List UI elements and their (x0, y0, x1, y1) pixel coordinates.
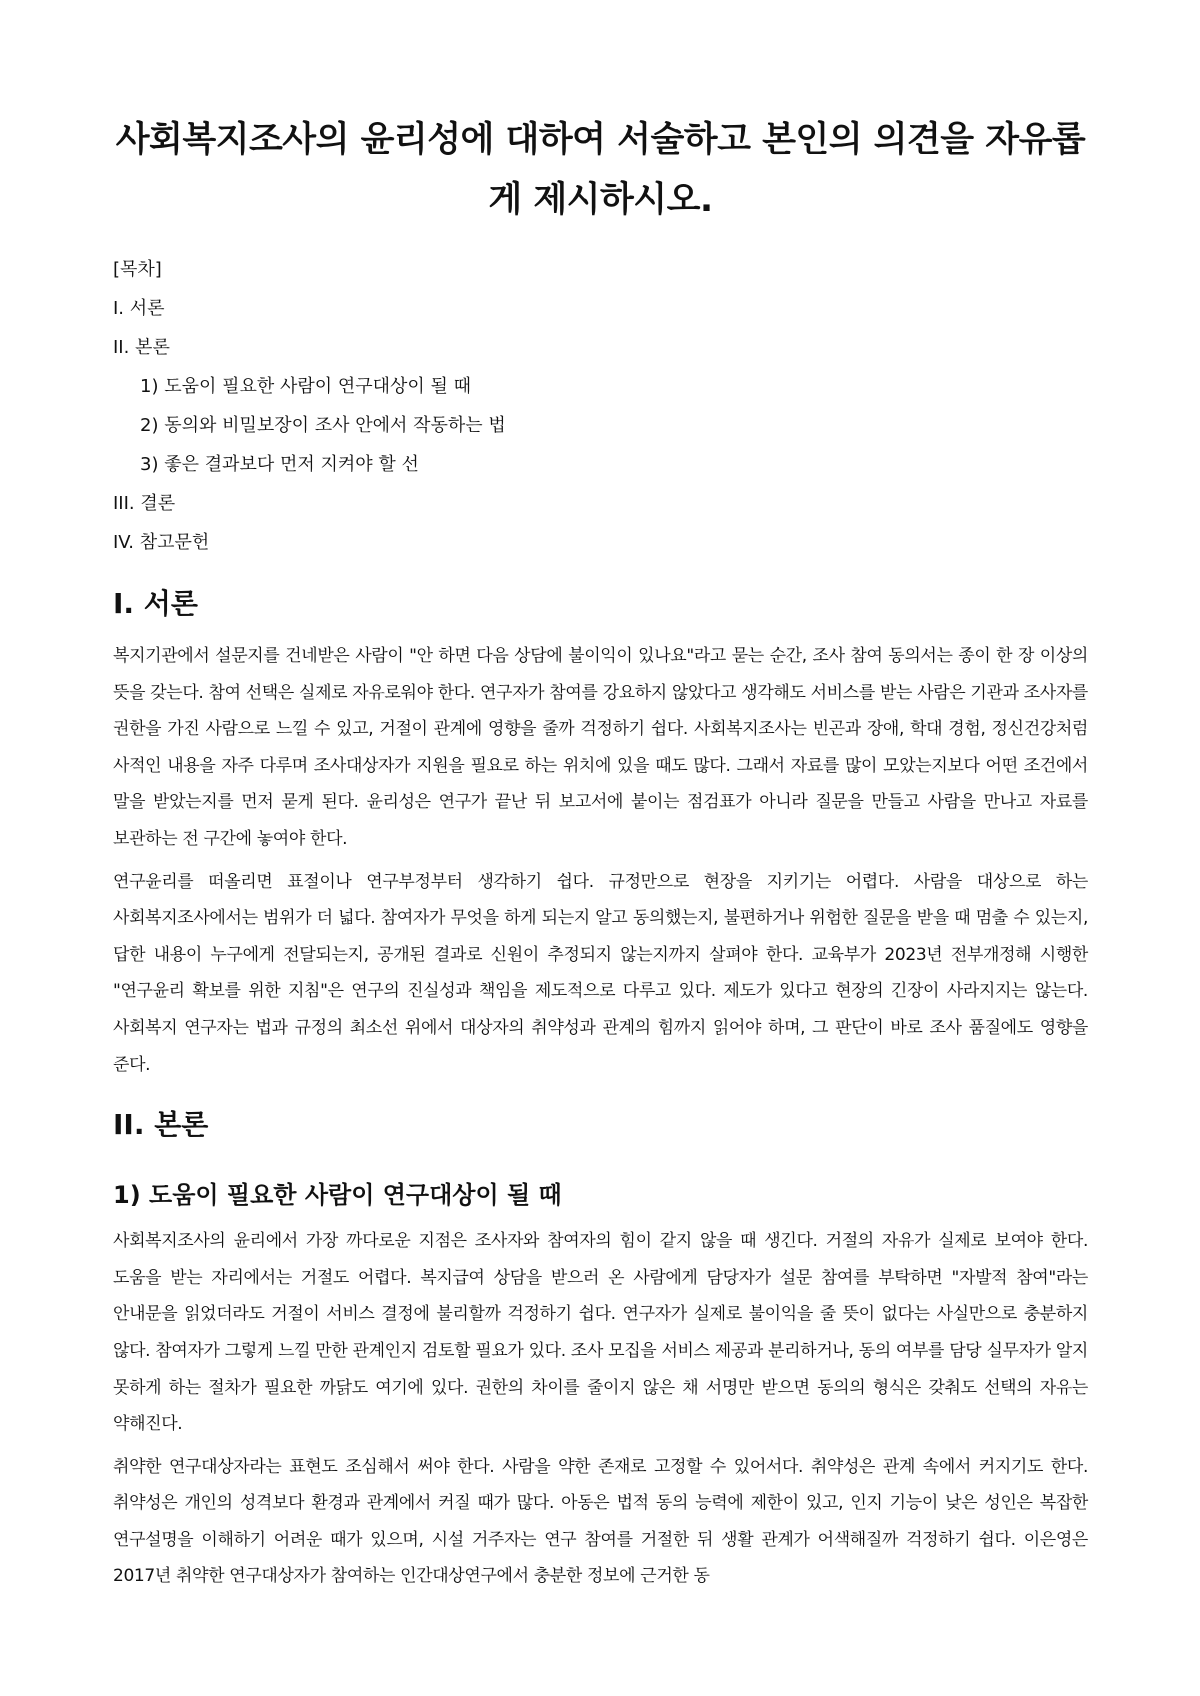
document-page (113, 110, 1088, 1601)
section-heading-introduction: I. 서론 (113, 587, 198, 620)
intro-paragraph-1: 복지기관에서 설문지를 건네받은 사람이 "안 하면 다음 상담에 불이익이 있나요"라고 묻는 순간, 조사 참여 동의서는 종이 한 장 이상의 뜻을 갖는다. 참여 선택은 실제로 자유로워야 한다. 연구자가 참여를 강요하지 않았다고 생각해도 서비스를 받는 사람은 기관과 조사자를 권한을 가진 사람으로 느낄 수 있고, 거절이 관계에 영향을 줄까 걱정하기 쉽다. 사회복지조사는 빈곤과 장애, 학대 경험, 정신건강처럼 사적인 내용을 자주 다루며 조사대상자가 지원을 필요로 하는 위치에 있을 때도 많다. 그래서 자료를 많이 모았는지보다 어떤 조건에서 말을 받았는지를 먼저 묻게 된다. 윤리성은 연구가 끝난 뒤 보고서에 붙이는 점검표가 아니라 질문을 만들고 사람을 만나고 자료를 보관하는 전 구간에 놓여야 한다. (113, 646, 1088, 849)
toc-item-body: II. 본론 (113, 337, 170, 358)
table-of-contents (113, 250, 1088, 562)
toc-heading: [목차] (113, 259, 162, 280)
section-body (113, 1105, 1088, 1595)
document-title: 사회복지조사의 윤리성에 대하여 서술하고 본인의 의견을 자유롭게 제시하시오. (115, 120, 1086, 220)
toc-item-conclusion: III. 결론 (113, 493, 176, 514)
toc-item-body-1: 1) 도움이 필요한 사람이 연구대상이 될 때 (140, 376, 472, 397)
body-paragraph-1: 사회복지조사의 윤리에서 가장 까다로운 지점은 조사자와 참여자의 힘이 같지 않을 때 생긴다. 거절의 자유가 실제로 보여야 한다. 도움을 받는 자리에서는 거절도 어렵다. 복지급여 상담을 받으러 온 사람에게 담당자가 설문 참여를 부탁하면 "자발적 참여"라는 안내문을 읽었더라도 거절이 서비스 결정에 불리할까 걱정하기 쉽다. 연구자가 실제로 불이익을 줄 뜻이 없다는 사실만으로 충분하지 않다. 참여자가 그렇게 느낄 만한 관계인지 검토할 필요가 있다. 조사 모집을 서비스 제공과 분리하거나, 동의 여부를 담당 실무자가 알지 못하게 하는 절차가 필요한 까닭도 여기에 있다. 권한의 차이를 줄이지 않은 채 서명만 받으면 동의의 형식은 갖춰도 선택의 자유는 약해진다. (113, 1231, 1088, 1435)
subsection-heading-1: 1) 도움이 필요한 사람이 연구대상이 될 때 (113, 1181, 562, 1210)
intro-paragraph-2: 연구윤리를 떠올리면 표절이나 연구부정부터 생각하기 쉽다. 규정만으로 현장을 지키기는 어렵다. 사람을 대상으로 하는 사회복지조사에서는 범위가 더 넓다. 참여자가 무엇을 하게 되는지 알고 동의했는지, 불편하거나 위험한 질문을 받을 때 멈출 수 있는지, 답한 내용이 누구에게 전달되는지, 공개된 결과로 신원이 추정되지 않는지까지 살펴야 한다. 교육부가 2023년 전부개정해 시행한 "연구윤리 확보를 위한 지침"은 연구의 진실성과 책임을 제도적으로 다루고 있다. 제도가 있다고 현장의 긴장이 사라지지는 않는다. 사회복지 연구자는 법과 규정의 최소선 위에서 대상자의 취약성과 관계의 힘까지 읽어야 하며, 그 판단이 바로 조사 품질에도 영향을 준다. (113, 871, 1088, 1075)
section-introduction (113, 584, 1088, 1083)
toc-item-references: IV. 참고문헌 (113, 532, 210, 553)
toc-item-intro: I. 서론 (113, 298, 165, 319)
toc-item-body-3: 3) 좋은 결과보다 먼저 지켜야 할 선 (140, 454, 419, 475)
section-heading-body: II. 본론 (113, 1108, 209, 1142)
toc-item-body-2: 2) 동의와 비밀보장이 조사 안에서 작동하는 법 (140, 415, 506, 436)
body-paragraph-2: 취약한 연구대상자라는 표현도 조심해서 써야 한다. 사람을 약한 존재로 고정할 수 있어서다. 취약성은 관계 속에서 커지기도 한다. 취약성은 개인의 성격보다 환경과 관계에서 커질 때가 많다. 아동은 법적 동의 능력에 제한이 있고, 인지 기능이 낮은 성인은 복잡한 연구설명을 이해하기 어려운 때가 있으며, 시설 거주자는 연구 참여를 거절한 뒤 생활 관계가 어색해질까 걱정하기 쉽다. 이은영은 2017년 취약한 연구대상자가 참여하는 인간대상연구에서 충분한 정보에 근거한 동 (113, 1456, 1088, 1587)
